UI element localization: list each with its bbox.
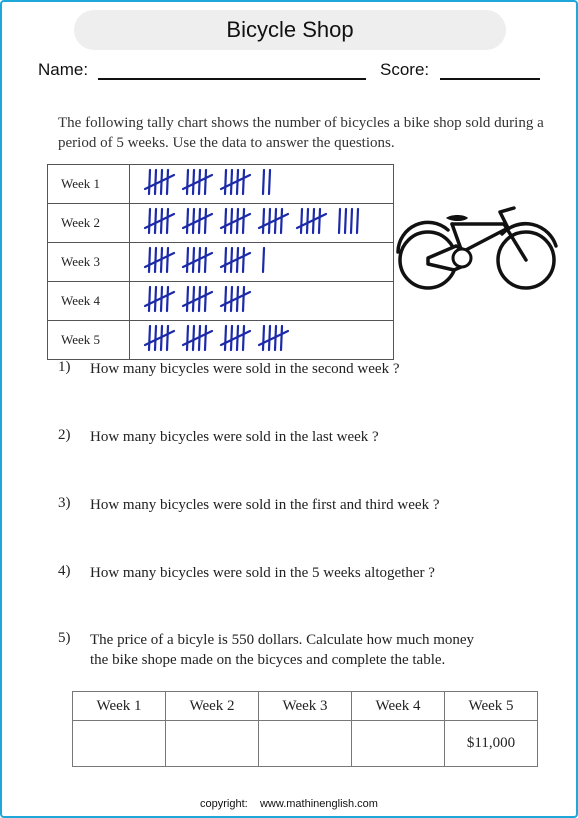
copyright-site: www.mathinenglish.com [259,798,378,810]
tally-stroke [231,170,232,194]
tally-stroke [193,170,194,194]
money-table-header: Week 2 [166,692,259,721]
question-text: How many bicycles were sold in the first and third week ? [90,497,440,513]
tally-stroke [193,248,194,272]
tally-stroke [155,326,156,350]
tally-stroke [269,326,270,350]
money-table-cell[interactable] [166,721,259,767]
tally-stroke [205,209,206,233]
tally-stroke [187,326,188,350]
tally-stroke [187,209,188,233]
tally-stroke [167,326,168,350]
tally-stroke [193,287,194,311]
tally-week-label: Week 3 [48,243,130,282]
question-text: How many bicycles were sold in the last week ? [90,429,379,445]
tally-stroke [205,248,206,272]
tally-marks-cell [130,243,394,282]
tally-stroke [225,248,226,272]
tally-stroke [243,326,244,350]
tally-stroke [263,248,264,272]
question-number: 4) [58,563,71,579]
tally-stroke [193,326,194,350]
tally-stroke [263,326,264,350]
tally-stroke [231,209,232,233]
tally-stroke [149,209,150,233]
tally-row [48,204,394,243]
tally-stroke [339,209,340,233]
question-number: 1) [58,359,71,375]
tally-stroke [225,326,226,350]
tally-stroke [155,170,156,194]
bicycle-icon [396,204,558,294]
tally-row [48,282,394,321]
tally-stroke [319,209,320,233]
money-table-cell: $11,000 [445,721,538,767]
tally-marks-cell [130,282,394,321]
money-table-header: Week 1 [73,692,166,721]
tally-stroke [231,287,232,311]
money-table-header: Week 4 [352,692,445,721]
tally-stroke [149,326,150,350]
tally-stroke [155,248,156,272]
tally-stroke [231,248,232,272]
tally-chart [47,164,394,360]
tally-stroke [167,287,168,311]
tally-stroke [307,209,308,233]
tally-stroke [281,326,282,350]
question-number: 2) [58,427,71,443]
money-table-cell[interactable] [259,721,352,767]
tally-row [48,165,394,204]
money-table-header: Week 5 [445,692,538,721]
tally-stroke [301,209,302,233]
money-table [72,691,538,767]
question-number: 3) [58,495,71,511]
tally-stroke [231,326,232,350]
name-field-line[interactable] [98,78,366,80]
tally-stroke [263,170,264,194]
tally-stroke [269,170,270,194]
intro-text: The following tally chart shows the number of bicycles a bike shop sold during a period of 5 weeks. Use the data to answer the questions. [58,115,544,151]
tally-stroke [345,209,346,233]
question-text: How many bicycles were sold in the second week ? [90,361,400,377]
tally-stroke [243,170,244,194]
question-text-line-2: the bike shope made on the bicyces and complete the table. [90,652,446,668]
tally-stroke [243,248,244,272]
tally-stroke [269,209,270,233]
tally-marks-cell [130,321,394,360]
tally-stroke [357,209,358,233]
tally-stroke [149,170,150,194]
tally-stroke [205,287,206,311]
tally-row [48,321,394,360]
tally-marks [130,321,393,354]
tally-week-label: Week 5 [48,321,130,360]
tally-week-label: Week 1 [48,165,130,204]
name-label: Name: [38,60,89,79]
money-table-value-row [73,721,538,767]
tally-stroke [167,170,168,194]
tally-stroke [187,248,188,272]
tally-stroke [225,209,226,233]
tally-marks-cell [130,204,394,243]
money-table-cell[interactable] [73,721,166,767]
score-label: Score: [380,60,430,79]
tally-stroke [281,209,282,233]
tally-row [48,243,394,282]
money-table-header-row [73,692,538,721]
tally-stroke [167,248,168,272]
tally-marks [130,282,393,315]
tally-stroke [155,287,156,311]
tally-stroke [243,209,244,233]
copyright-label: copyright: [200,798,248,810]
tally-week-label: Week 2 [48,204,130,243]
page-title: Bicycle Shop [74,10,506,50]
copyright-footer [0,798,578,810]
tally-stroke [167,209,168,233]
tally-marks [130,165,393,198]
question-text: How many bicycles were sold in the 5 weeks altogether ? [90,565,435,581]
tally-stroke [187,170,188,194]
tally-stroke [149,248,150,272]
money-table-cell[interactable] [352,721,445,767]
tally-stroke [351,209,352,233]
tally-stroke [155,209,156,233]
tally-stroke [225,287,226,311]
score-field-line[interactable] [440,78,540,80]
tally-stroke [263,209,264,233]
tally-marks-cell [130,165,394,204]
tally-marks [130,204,393,237]
question-number: 5) [58,630,71,646]
tally-stroke [205,170,206,194]
question-text-line-1: The price of a bicyle is 550 dollars. Calculate how much money [90,632,475,648]
tally-stroke [187,287,188,311]
tally-stroke [243,287,244,311]
tally-stroke [193,209,194,233]
tally-stroke [149,287,150,311]
tally-marks [130,243,393,276]
money-table-header: Week 3 [259,692,352,721]
tally-stroke [205,326,206,350]
tally-stroke [225,170,226,194]
tally-week-label: Week 4 [48,282,130,321]
